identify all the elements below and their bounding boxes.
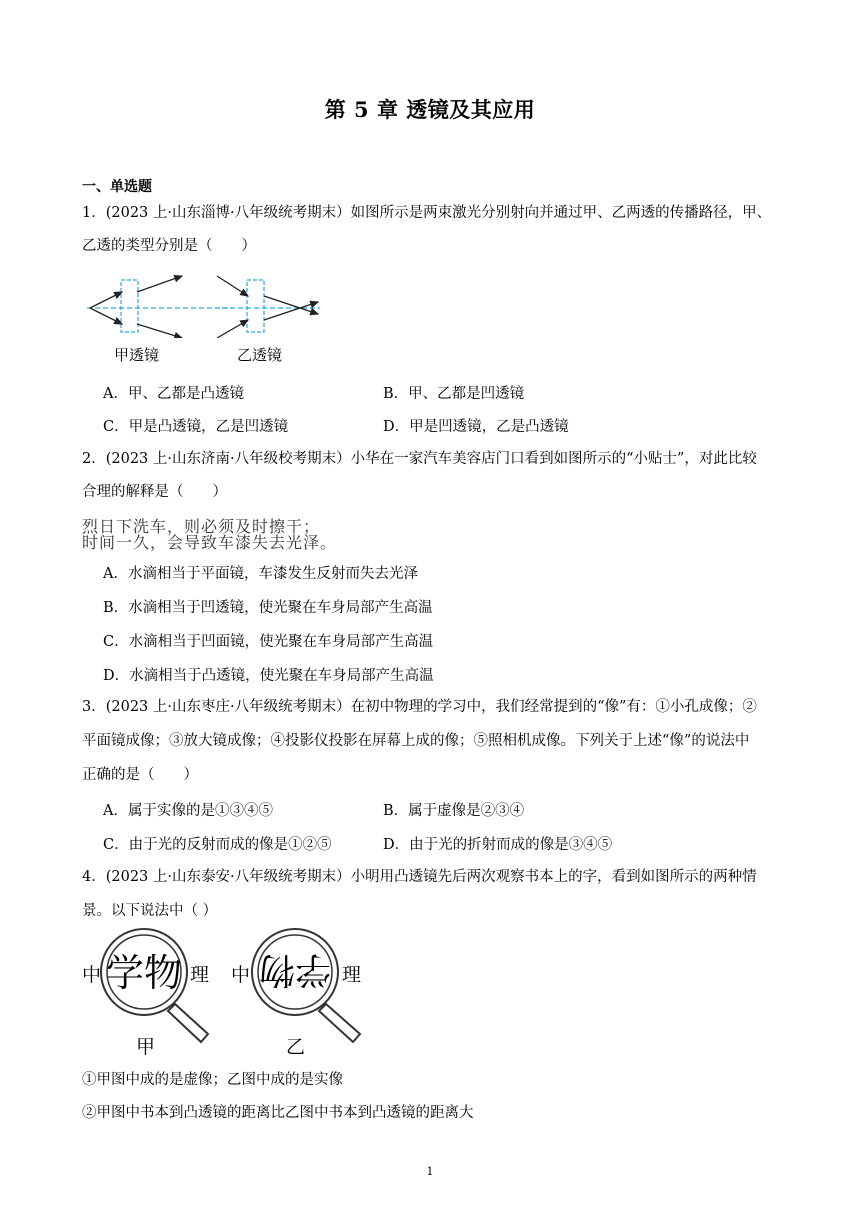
q2-stem-line2: 合理的解释是（ ） xyxy=(82,484,227,500)
q4-fig-b-right-char: 理 xyxy=(342,964,362,986)
q4-stem-line2: 景。以下说法中（ ） xyxy=(82,903,218,919)
page-number: 1 xyxy=(426,1165,434,1178)
q3-option-c[interactable]: C．由于光的反射而成的像是①②⑤ xyxy=(103,837,332,853)
q4-statement-1: ①甲图中成的是虚像；乙图中成的是实像 xyxy=(82,1072,343,1088)
q2-notice-line1: 烈日下洗车，则必须及时擦干； xyxy=(82,517,321,536)
q3-stem-line2: 平面镜成像；③放大镜成像；④投影仪投影在屏幕上成的像；⑤照相机成像。下列关于上述“像”的说法中 xyxy=(82,733,750,749)
q3-option-b[interactable]: B．属于虚像是②③④ xyxy=(383,803,525,819)
q1-stem-line2: 乙透的类型分别是（ ） xyxy=(82,238,256,254)
q1-figure-label-a: 甲透镜 xyxy=(114,346,160,364)
q1-stem-line1: 1．(2023 上·山东淄博·八年级统考期末）如图所示是两束激光分别射向并通过甲、乙两透的传播路径，甲、 xyxy=(82,205,772,221)
magnifier-a xyxy=(82,929,209,1058)
q2-option-c[interactable]: C．水滴相当于凹面镜，使光聚在车身局部产生高温 xyxy=(103,634,434,650)
q1-option-a[interactable]: A．甲、乙都是凸透镜 xyxy=(103,386,244,402)
section-heading: 一、单选题 xyxy=(82,179,152,195)
q1-option-c[interactable]: C．甲是凸透镜，乙是凹透镜 xyxy=(103,419,289,435)
q3-stem-line1: 3．(2023 上·山东枣庄·八年级统考期末）在初中物理的学习中，我们经常提到的“像”有：①小孔成像；② xyxy=(82,699,757,715)
q4-fig-a-label: 甲 xyxy=(136,1036,156,1058)
q4-magnifier-figure xyxy=(80,926,380,1061)
q2-stem-line1: 2．(2023 上·山东济南·八年级校考期末）小华在一家汽车美容店门口看到如图所示的“小贴士”，对此比较 xyxy=(82,451,757,467)
q2-option-d[interactable]: D．水滴相当于凸透镜，使光聚在车身局部产生高温 xyxy=(103,668,434,684)
q4-fig-b-label: 乙 xyxy=(286,1036,306,1058)
q1-option-b[interactable]: B．甲、乙都是凹透镜 xyxy=(383,386,525,402)
q3-stem-line3: 正确的是（ ） xyxy=(82,767,198,783)
q4-statement-2: ②甲图中书本到凸透镜的距离比乙图中书本到凸透镜的距离大 xyxy=(82,1105,474,1121)
q3-option-d[interactable]: D．由于光的折射而成的像是③④⑤ xyxy=(383,837,613,853)
q2-notice-line2: 时间一久，会导致车漆失去光泽。 xyxy=(82,533,338,552)
q4-stem-line1: 4．(2023 上·山东泰安·八年级统考期末）小明用凸透镜先后两次观察书本上的字，看到如图所示的两种情 xyxy=(82,869,757,885)
lens-a-diagram xyxy=(87,276,232,338)
lens-b-diagram xyxy=(217,276,320,338)
q4-fig-a-magnified-text: 学物 xyxy=(105,951,183,995)
q1-figure-label-b: 乙透镜 xyxy=(237,346,283,364)
q4-fig-b-left-char: 中 xyxy=(231,964,251,986)
q4-fig-a-right-char: 理 xyxy=(190,964,210,986)
q1-lens-figure xyxy=(82,266,332,338)
q4-fig-a-left-char: 中 xyxy=(82,964,102,986)
page-title: 第 5 章 透镜及其应用 xyxy=(324,97,536,122)
q4-fig-b-inverted-text: 学物 xyxy=(258,949,332,990)
q2-option-b[interactable]: B．水滴相当于凹透镜，使光聚在车身局部产生高温 xyxy=(103,600,433,616)
q1-option-d[interactable]: D．甲是凹透镜，乙是凸透镜 xyxy=(383,419,569,435)
magnifier-b xyxy=(231,929,361,1058)
q2-option-a[interactable]: A．水滴相当于平面镜，车漆发生反射而失去光泽 xyxy=(103,566,418,582)
q3-option-a[interactable]: A．属于实像的是①③④⑤ xyxy=(103,803,273,819)
